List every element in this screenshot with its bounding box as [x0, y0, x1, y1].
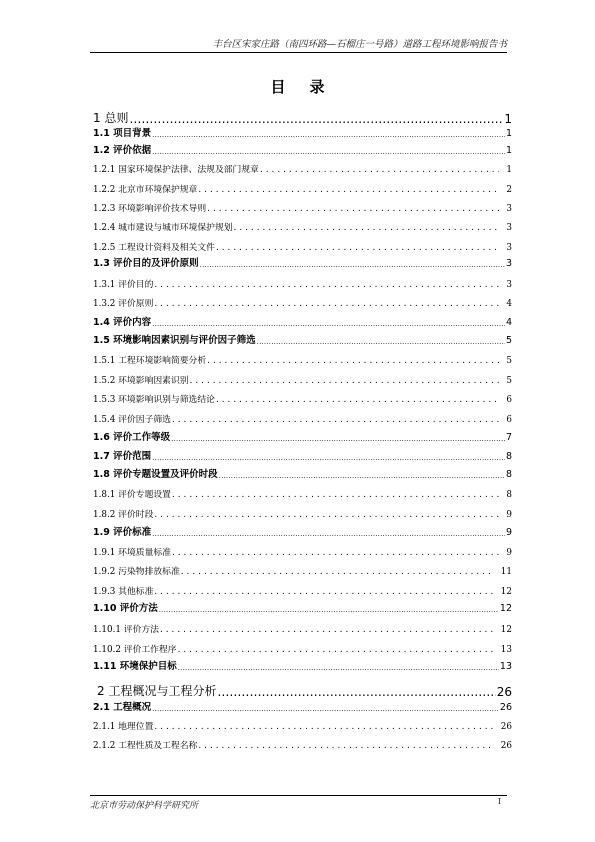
toc-entry-label: 1.4 评价内容 — [93, 317, 152, 328]
toc-leader-dots — [152, 148, 505, 156]
footer-page-number: I — [497, 797, 501, 806]
toc-entry[interactable] — [93, 737, 512, 751]
toc-entry[interactable] — [93, 659, 512, 672]
toc-entry[interactable] — [93, 372, 512, 386]
toc-entry[interactable] — [93, 700, 512, 713]
toc-entry[interactable] — [93, 411, 512, 425]
toc-entry[interactable] — [93, 295, 512, 309]
toc-leader-dots — [198, 741, 493, 751]
toc-leader-dots — [152, 705, 499, 713]
toc-leader-dots — [260, 165, 499, 175]
toc-entry[interactable] — [93, 256, 512, 269]
toc-entry-page: 12 — [500, 587, 512, 597]
toc-leader-dots — [198, 185, 499, 195]
toc-entry-label: 1.2.1 国家环境保护法律、法规及部门规章 — [93, 165, 259, 175]
toc-entry-label: 1 总则 — [93, 111, 129, 125]
toc-entry-label: 1.2.3 环境影响评价技术导则 — [93, 204, 207, 214]
toc-entry-page: 9 — [506, 510, 512, 520]
toc-entry[interactable] — [93, 525, 512, 538]
toc-entry-page: 26 — [500, 741, 512, 751]
toc-entry-label: 1.10.1 评价方法 — [93, 625, 159, 635]
toc-entry-page: 1 — [505, 145, 512, 156]
toc-leader-dots — [152, 454, 505, 462]
toc-entry-page: 13 — [499, 661, 512, 672]
toc-entry[interactable] — [93, 352, 512, 366]
toc-entry[interactable] — [93, 430, 512, 443]
toc-leader-dots — [152, 530, 505, 538]
toc-entry[interactable] — [93, 110, 512, 126]
toc-entry[interactable] — [93, 239, 512, 253]
toc-entry-page: 3 — [506, 204, 512, 214]
toc-leader-dots — [172, 548, 499, 558]
toc-entry-label: 1.2.5 工程设计资料及相关文件 — [93, 243, 215, 253]
toc-entry-page: 3 — [506, 243, 512, 253]
footer-text: 北京市劳动保护科学研究所 — [90, 801, 199, 811]
toc-entry-page: 26 — [499, 702, 512, 713]
toc-entry-label: 1.5.4 评价因子筛选 — [93, 415, 171, 425]
toc-entry-page: 1 — [506, 165, 512, 175]
toc-leader-dots — [154, 587, 493, 597]
toc-entry[interactable] — [97, 683, 512, 699]
toc-entry[interactable] — [93, 486, 512, 500]
toc-entry[interactable] — [93, 333, 512, 346]
toc-entry-label: 1.3.2 评价原则 — [93, 299, 154, 309]
toc-leader-dots — [154, 722, 493, 732]
toc-entry-page: 12 — [500, 625, 512, 635]
toc-entry-label: 1.8 评价专题设置及评价时段 — [93, 469, 218, 480]
toc-entry[interactable] — [93, 506, 512, 520]
toc-leader-dots — [216, 243, 499, 253]
toc-entry-label: 1.5.1 工程环境影响简要分析 — [93, 356, 207, 366]
toc-entry-page: 8 — [505, 451, 512, 462]
toc-entry-label: 1.10.2 评价工作程序 — [93, 645, 177, 655]
toc-entry[interactable] — [93, 315, 512, 328]
toc-entry[interactable] — [93, 391, 512, 405]
toc-entry-page: 12 — [499, 603, 512, 614]
toc-leader-dots — [159, 606, 499, 614]
toc-entry-page: 3 — [505, 258, 512, 269]
toc-entry[interactable] — [93, 276, 512, 290]
toc-leader-dots — [207, 356, 499, 366]
toc-leader-dots — [207, 204, 499, 214]
toc-entry-page: 5 — [505, 335, 512, 346]
toc-entry[interactable] — [93, 563, 512, 577]
toc-leader-dots — [181, 567, 494, 577]
toc-leader-dots — [219, 472, 505, 480]
toc-entry-label: 1.1 项目背景 — [93, 128, 152, 139]
toc-entry-page: 4 — [505, 317, 512, 328]
toc-entry-label: 2.1.1 地理位置 — [93, 722, 154, 732]
toc-leader-dots — [129, 112, 503, 126]
toc-leader-dots — [172, 415, 499, 425]
toc-leader-dots — [200, 261, 505, 269]
toc-leader-dots — [154, 280, 499, 290]
toc-entry-label: 1.2.2 北京市环境保护规章 — [93, 185, 198, 195]
toc-leader-dots — [257, 338, 505, 346]
toc-entry-page: 1 — [504, 112, 512, 126]
toc-entry[interactable] — [93, 544, 512, 558]
toc-entry[interactable] — [93, 200, 512, 214]
toc-entry-label: 1.9.3 其他标准 — [93, 587, 154, 597]
toc-entry[interactable] — [93, 621, 512, 635]
toc-entry-label: 1.8.2 评价时段 — [93, 510, 154, 520]
toc-leader-dots — [234, 223, 500, 233]
toc-leader-dots — [154, 510, 499, 520]
toc-leader-dots — [171, 435, 505, 443]
toc-entry-label: 2.1.2 工程性质及工程名称 — [93, 741, 198, 751]
toc-entry[interactable] — [93, 601, 512, 614]
toc-entry-label: 1.2 评价依据 — [93, 145, 152, 156]
toc-entry-label: 1.7 评价范围 — [93, 451, 152, 462]
toc-entry-page: 7 — [505, 432, 512, 443]
toc-entry-label: 1.9 评价标准 — [93, 527, 152, 538]
toc-leader-dots — [152, 320, 505, 328]
toc-leader-dots — [190, 376, 500, 386]
toc-entry-page: 6 — [506, 415, 512, 425]
toc-leader-dots — [217, 685, 495, 699]
toc-entry-page: 26 — [500, 722, 512, 732]
toc-leader-dots — [178, 664, 499, 672]
toc-entry[interactable] — [93, 219, 512, 233]
toc-entry[interactable] — [93, 583, 512, 597]
toc-entry-label: 1.8.1 评价专题设置 — [93, 490, 171, 500]
toc-entry-label: 1.9.1 环境质量标准 — [93, 548, 171, 558]
toc-entry-label: 1.5 环境影响因素识别与评价因子筛选 — [93, 335, 256, 346]
toc-entry-page: 2 — [506, 185, 512, 195]
toc-entry-page: 3 — [506, 280, 512, 290]
toc-entry-page: 11 — [500, 567, 512, 577]
toc-leader-dots — [178, 645, 494, 655]
toc-leader-dots — [154, 299, 499, 309]
toc-entry-page: 13 — [500, 645, 512, 655]
table-of-contents — [93, 0, 512, 842]
toc-entry-page: 1 — [505, 128, 512, 139]
header-text: 丰台区宋家庄路（南四环路—石榴庄一号路）道路工程环境影响报告书 — [212, 39, 507, 50]
page-footer — [90, 795, 507, 812]
toc-entry-page: 26 — [496, 685, 512, 699]
toc-entry-label: 1.3 评价目的及评价原则 — [93, 258, 199, 269]
toc-entry-label: 1.6 评价工作等级 — [93, 432, 171, 443]
toc-entry-label: 2.1 工程概况 — [93, 702, 152, 713]
toc-entry-label: 1.11 环境保护目标 — [93, 661, 177, 672]
toc-entry[interactable] — [93, 161, 512, 175]
toc-entry-label: 2 工程概况与工程分析 — [97, 684, 217, 698]
toc-entry-page: 4 — [506, 299, 512, 309]
toc-entry[interactable] — [93, 143, 512, 156]
toc-entry-page: 5 — [506, 356, 512, 366]
toc-entry-page: 8 — [506, 490, 512, 500]
toc-entry-page: 9 — [506, 548, 512, 558]
toc-entry-label: 1.3.1 评价目的 — [93, 280, 154, 290]
toc-entry-page: 6 — [506, 395, 512, 405]
toc-leader-dots — [152, 131, 505, 139]
toc-entry[interactable] — [93, 181, 512, 195]
toc-entry-label: 1.2.4 城市建设与城市环境保护规划 — [93, 223, 233, 233]
toc-entry[interactable] — [93, 467, 512, 480]
toc-entry[interactable] — [93, 126, 512, 139]
toc-entry-label: 1.5.3 环境影响识别与筛选结论 — [93, 395, 215, 405]
toc-leader-dots — [160, 625, 494, 635]
toc-entry-label: 1.10 评价方法 — [93, 603, 158, 614]
toc-entry[interactable] — [93, 718, 512, 732]
page-title: 目录 — [270, 78, 349, 96]
toc-entry-label: 1.5.2 环境影响因素识别 — [93, 376, 189, 386]
toc-entry[interactable] — [93, 449, 512, 462]
toc-leader-dots — [172, 490, 499, 500]
toc-entry-page: 9 — [505, 527, 512, 538]
toc-entry[interactable] — [93, 641, 512, 655]
toc-entry-page: 5 — [506, 376, 512, 386]
toc-leader-dots — [216, 395, 499, 405]
toc-entry-label: 1.9.2 污染物排放标准 — [93, 567, 180, 577]
toc-entry-page: 8 — [505, 469, 512, 480]
toc-entry-page: 3 — [506, 223, 512, 233]
